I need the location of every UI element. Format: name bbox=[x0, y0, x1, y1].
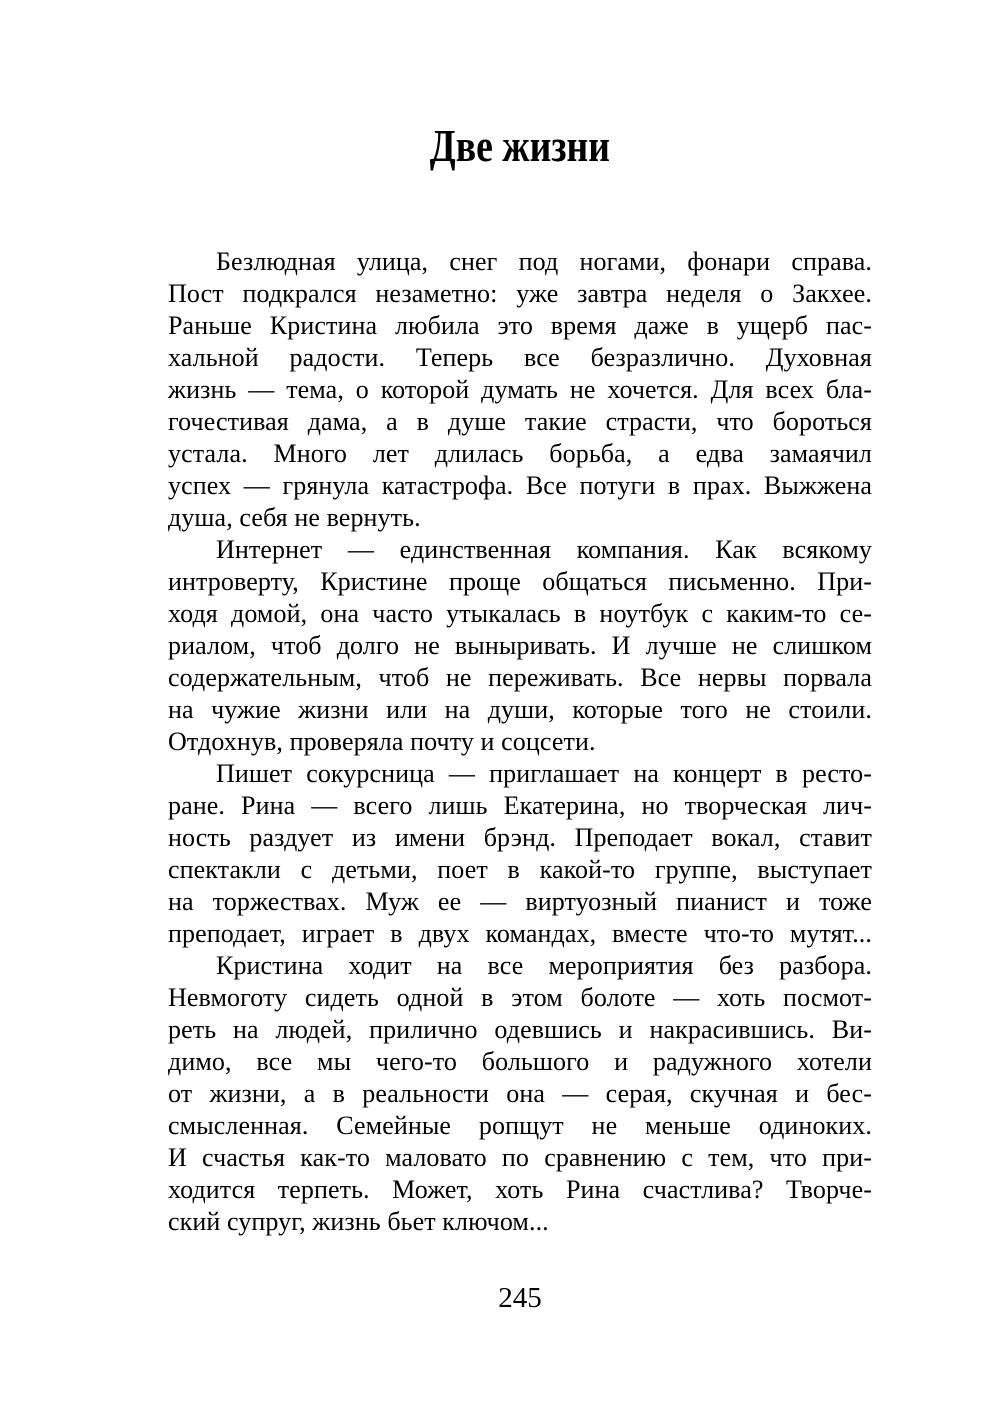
text-line: Отдохнув, проверяла почту и соцсети. bbox=[168, 727, 596, 756]
chapter-title-text: Две жизни bbox=[429, 120, 611, 171]
page-number: 245 bbox=[498, 1282, 542, 1314]
text-line: Интернет — единственная компания. Как всякому bbox=[216, 535, 872, 564]
text-line: ский супруг, жизнь бьет ключом... bbox=[168, 1207, 549, 1236]
text-line: реть на людей, прилично одевшись и накрасившись. Ви- bbox=[168, 1015, 872, 1044]
text-line: ность раздует из имени брэнд. Преподает вокал, ставит bbox=[168, 823, 872, 852]
text-line: Кристина ходит на все мероприятия без разбора. bbox=[216, 951, 872, 980]
text-line: спектакли с детьми, поет в какой-то группе, выступает bbox=[168, 855, 872, 884]
text-line: душа, себя не вернуть. bbox=[168, 503, 421, 532]
text-line: димо, все мы чего-то большого и радужного хотели bbox=[168, 1047, 872, 1076]
text-line: успех — грянула катастрофа. Все потуги в прах. Выжжена bbox=[168, 471, 872, 500]
text-line: жизнь — тема, о которой думать не хочется. Для всех бла- bbox=[168, 375, 872, 404]
text-line: ходится терпеть. Может, хоть Рина счастлива? Творче- bbox=[168, 1175, 872, 1204]
text-line: гочестивая дама, а в душе такие страсти, что бороться bbox=[168, 407, 872, 436]
text-line: от жизни, а в реальности она — серая, скучная и бес- bbox=[168, 1079, 872, 1108]
text-line: Раньше Кристина любила это время даже в ущерб пас- bbox=[168, 311, 872, 340]
text-line: преподает, играет в двух командах, вместе что-то мутят... bbox=[168, 919, 872, 948]
text-line: И счастья как-то маловато по сравнению с тем, что при- bbox=[168, 1143, 872, 1172]
text-line: Пишет сокурсница — приглашает на концерт в ресто- bbox=[216, 759, 872, 788]
text-line: смысленная. Семейные ропщут не меньше одиноких. bbox=[168, 1111, 872, 1140]
text-line: хальной радости. Теперь все безразлично. Духовная bbox=[168, 343, 872, 372]
text-line: Невмоготу сидеть одной в этом болоте — хоть посмот- bbox=[168, 983, 872, 1012]
body-text bbox=[168, 246, 872, 1238]
text-line: ходя домой, она часто утыкалась в ноутбук с каким-то се- bbox=[168, 599, 872, 628]
text-line: риалом, чтоб долго не выныривать. И лучше не слишком bbox=[168, 631, 872, 660]
chapter-title bbox=[168, 121, 872, 171]
text-line: Безлюдная улица, снег под ногами, фонари справа. bbox=[216, 247, 872, 276]
text-line: на торжествах. Муж ее — виртуозный пианист и тоже bbox=[168, 887, 872, 916]
text-line: ране. Рина — всего лишь Екатерина, но творческая лич- bbox=[168, 791, 872, 820]
text-line: интроверту, Кристине проще общаться письменно. При- bbox=[168, 567, 872, 596]
text-line: Пост подкрался незаметно: уже завтра неделя о Закхее. bbox=[168, 279, 872, 308]
text-line: содержательным, чтоб не переживать. Все нервы порвала bbox=[168, 663, 872, 692]
page-content bbox=[168, 0, 872, 1420]
text-line: устала. Много лет длилась борьба, а едва замаячил bbox=[168, 439, 872, 468]
text-line: на чужие жизни или на души, которые того не стоили. bbox=[168, 695, 872, 724]
